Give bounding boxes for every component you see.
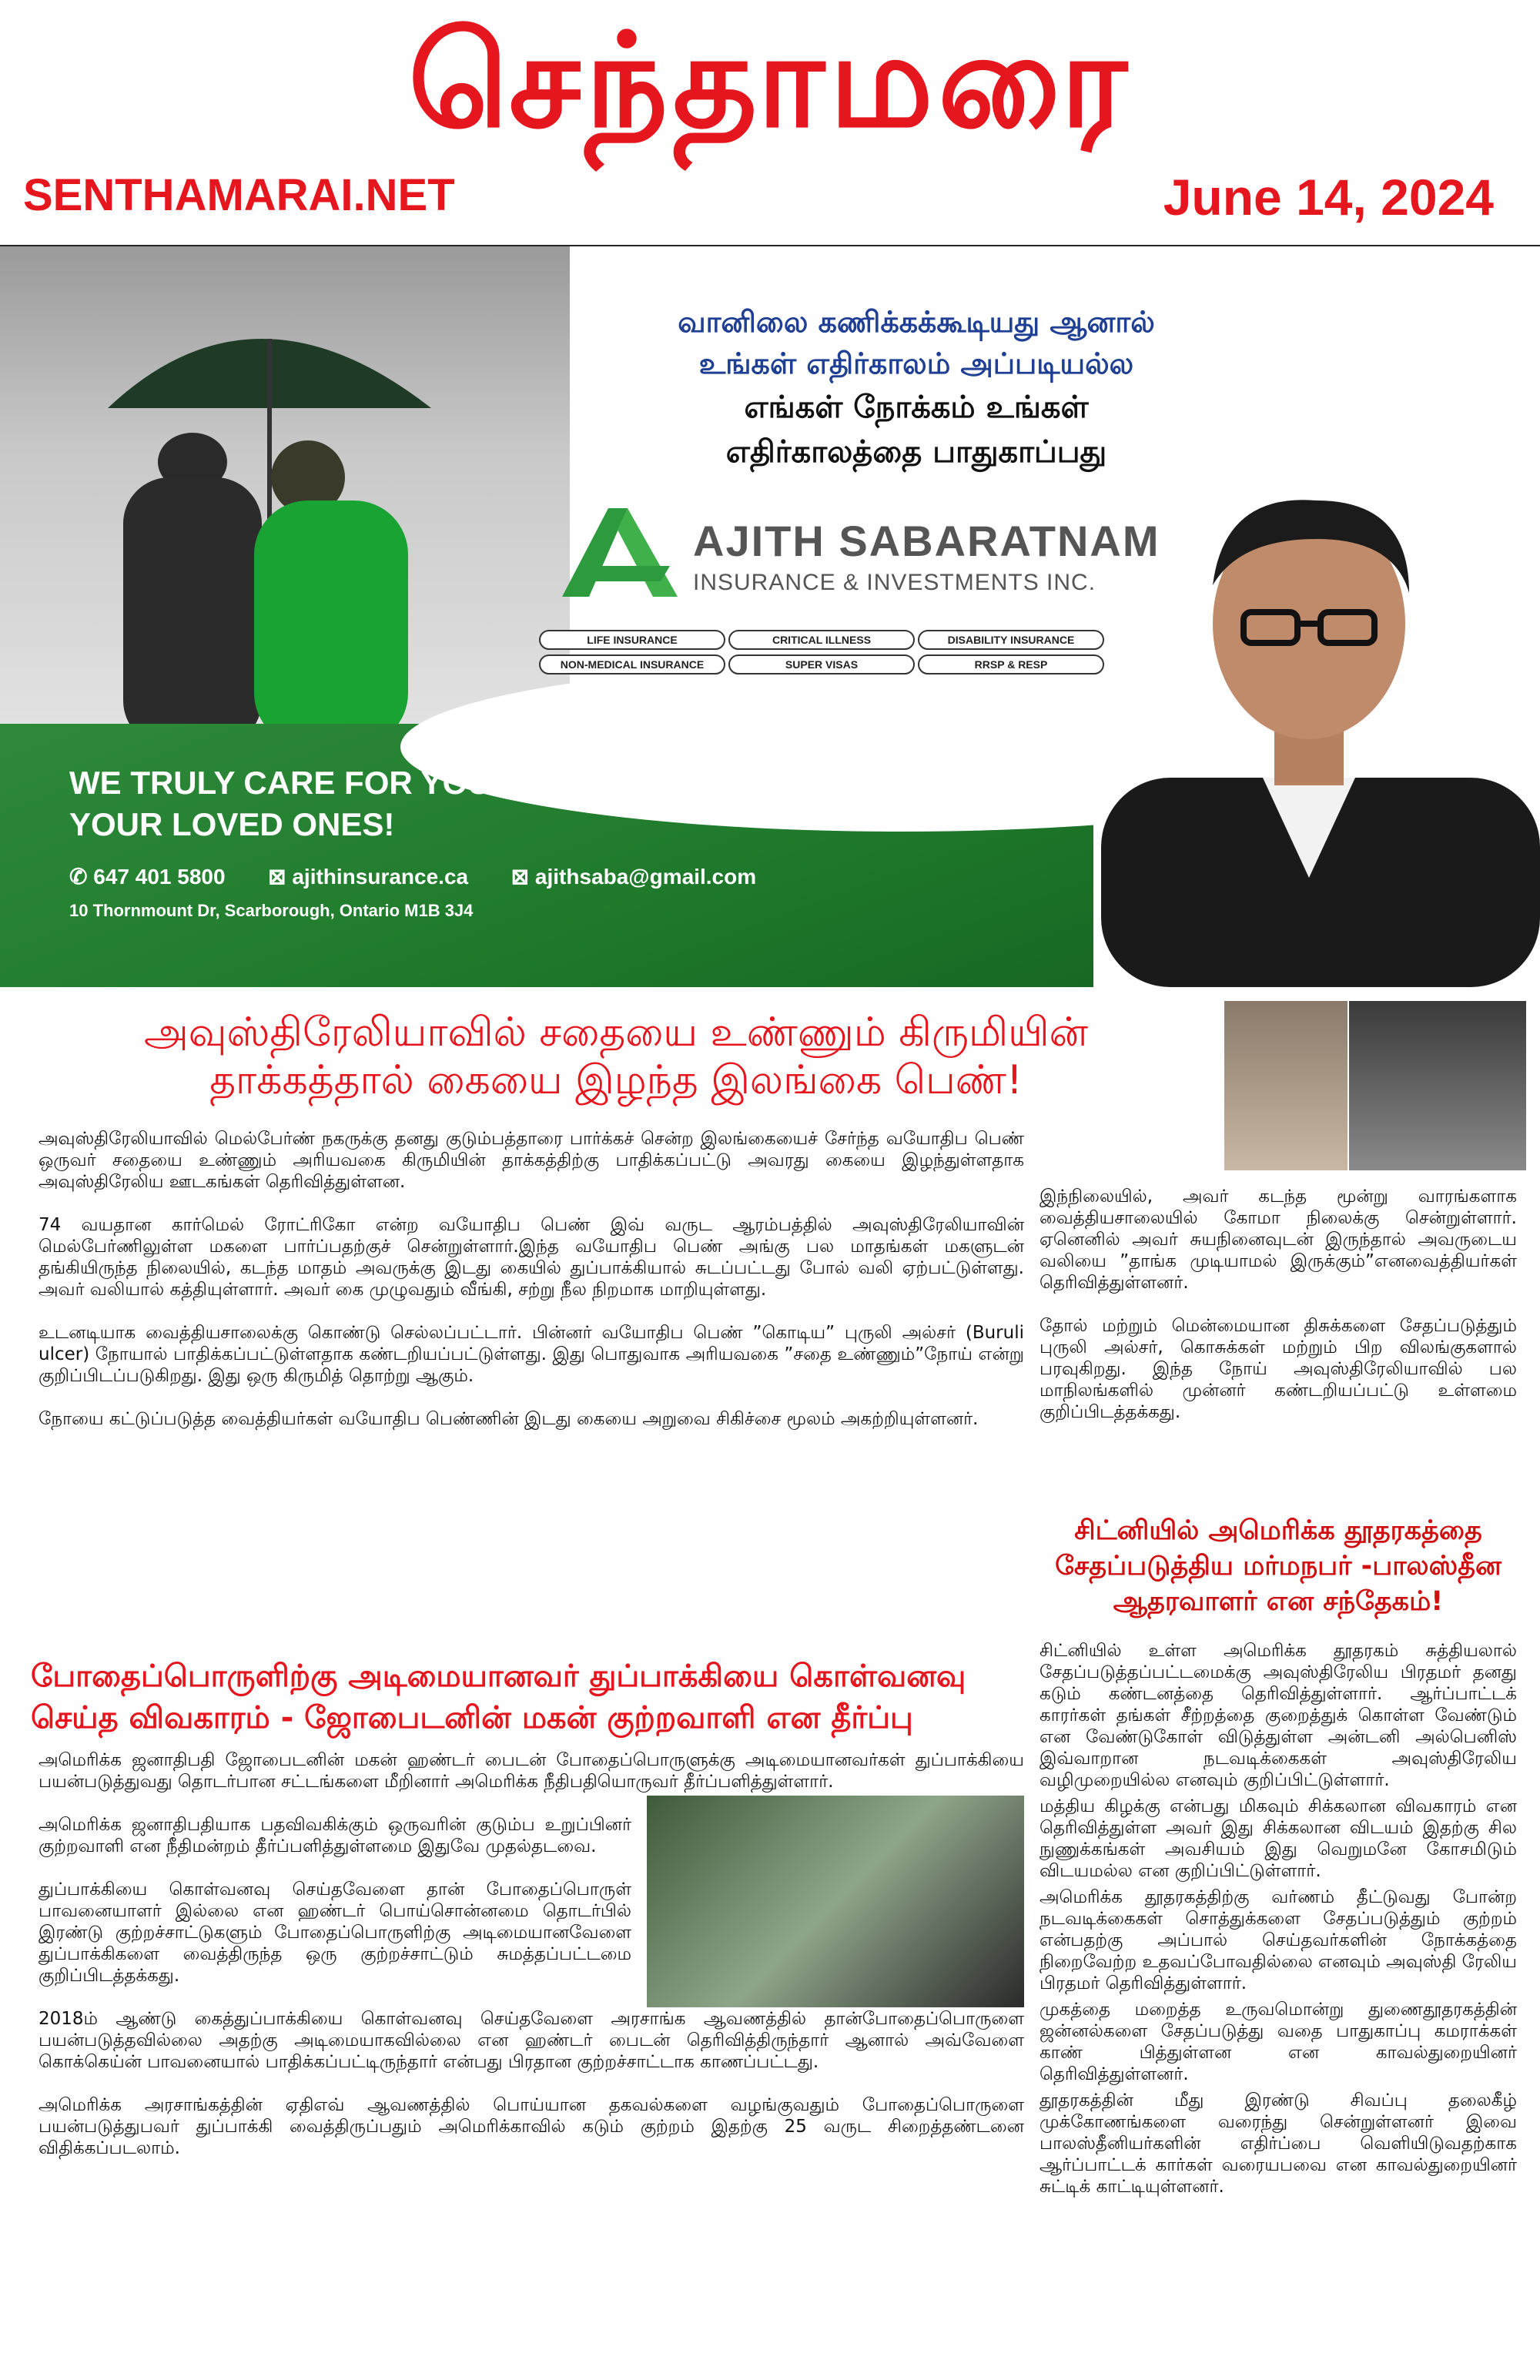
article1-paragraph: 74 வயதான கார்மெல் ரோட்ரிகோ என்ற வயோதிப பெண் இவ் வருட ஆரம்பத்தில் அவுஸ்திரேலியாவின் மெல்பேர்ணிலுள்ள மகளை பார்ப்பதற்குச் சென்றுள்ளார்.இந்த வயோதிப பெண் அங்கு பல மாதங்கள் மகளுடன் தங்கியிருந்த நிலையில், கடந்த மாதம் அவருக்கு இடது கையில் துப்பாக்கியால் சுடப்பட்டது போல் வலி ஏற்பட்டுள்ளது. அவர் வலியால் கத்தியுள்ளார். அவர் கை முழுவதும் வீங்கி, சற்று நீல நிறமாக மாறியுள்ளது. bbox=[38, 1215, 1024, 1300]
brand-subtitle: INSURANCE & INVESTMENTS INC. bbox=[693, 570, 1096, 595]
article2-paragraph: அமெரிக்க ஜனாதிபதி ஜோபைடனின் மகன் ஹண்டர் பைடன் போதைப்பொருளுக்கு அடிமையானவர்கள் துப்பாக்கியை பயன்படுத்துவது தொடர்பான சட்டங்களை மீறினார் அமெரிக்க நீதிபதியொருவர் தீர்ப்பளித்துள்ளார். bbox=[38, 1750, 1024, 1792]
couple-illustration bbox=[0, 246, 570, 747]
article2-headline[interactable] bbox=[31, 1655, 1024, 1739]
article1-continuation bbox=[1040, 1186, 1517, 1444]
ad-tamil-line-1: வானிலை கணிக்கக்கூடியது ஆனால் bbox=[678, 305, 1155, 339]
agent-portrait-photo bbox=[1070, 447, 1540, 987]
service-pill: DISABILITY INSURANCE bbox=[918, 630, 1104, 650]
article3-paragraph: தூதரகத்தின் மீது இரண்டு சிவப்பு தலைகீழ் முக்கோணங்களை வரைந்து சென்றுள்ளனர் இவை பாலஸ்தீனியர்களின் எதிர்ப்பை வெளியிடுவதற்காக ஆர்ப்பாட்டக் கார்கள் வரையபவை என காவல்துறையினர் சுட்டிக் காட்டியுள்ளனர். bbox=[1040, 2090, 1517, 2197]
ad-tamil-line-4: எதிர்காலத்தை பாதுகாப்பது bbox=[725, 434, 1107, 470]
article3-paragraph: சிட்னியில் உள்ள அமெரிக்க தூதரகம் சுத்தியலால் சேதப்படுத்தப்பட்டமைக்கு அவுஸ்திரேலிய பிரதமர் தனது கடும் கண்டனத்தை தெரிவித்துள்ளார். ஆர்ப்பாட்டக் காரர்கள் தங்கள் சீற்றத்தை குறைத்துக் கொள்ள வேண்டும் என வேண்டுகோள் விடுத்துள்ள அன்டனி அல்பெனிஸ் இவ்வாறான நடவடிக்கைகள் அவுஸ்திரேலிய வழிமுறையில்ல எனவும் குறிப்பிட்டுள்ளார். bbox=[1040, 1641, 1517, 1790]
service-pill: CRITICAL ILLNESS bbox=[728, 630, 915, 650]
article3-headline[interactable]: சிட்னியில் அமெரிக்க தூதரகத்தை சேதப்படுத்திய மர்மநபர் -பாலஸ்தீன ஆதரவாளர் என சந்தேகம்! bbox=[1055, 1515, 1502, 1617]
article2-paragraph: துப்பாக்கியை கொள்வனவு செய்தவேளை தான் போதைப்பொருள் பாவனையாளர் இல்லை என ஹண்டர் பொய்சொன்னமை தொடர்பில் இரண்டு குற்றச்சாட்டுகளும் போதைப்பொருளிற்கு அடிமையானவேளை துப்பாக்கிகளை வைத்திருந்த ஒரு குற்றச்சாட்டும் சுமத்தப்பட்டமை குறிப்பிடத்தக்கது. bbox=[38, 1880, 631, 1986]
woman-family-photo bbox=[1224, 1001, 1348, 1170]
service-pill: SUPER VISAS bbox=[728, 654, 915, 675]
article1-paragraph: நோயை கட்டுப்படுத்த வைத்தியர்கள் வயோதிப பெண்ணின் இடது கையை அறுவை சிகிச்சை மூலம் அகற்றியுள்ளனர். bbox=[38, 1409, 979, 1429]
issue-date: June 14, 2024 bbox=[1163, 169, 1494, 226]
insurance-advertisement[interactable] bbox=[0, 246, 1540, 987]
masthead bbox=[0, 0, 1540, 247]
article1-body bbox=[38, 1128, 1024, 1451]
ad-tamil-line-2: உங்கள் எதிர்காலம் அப்படியல்ல bbox=[698, 346, 1134, 380]
company-logo-icon bbox=[554, 500, 685, 601]
article1-headline-line-2: தாக்கத்தால் கையை இழந்த இலங்கை பெண்! bbox=[209, 1057, 1023, 1103]
umbrella-couple-photo bbox=[0, 246, 570, 747]
article2-paragraph: அமெரிக்க ஜனாதிபதியாக பதவிவகிக்கும் ஒருவரின் குடும்ப உறுப்பினர் குற்றவாளி என நீதிமன்றம் தீர்ப்பளித்துள்ளமை இதுவே முதல்தடவை. bbox=[38, 1815, 631, 1856]
article2-headline-line-2: செய்த விவகாரம் - ஜோபைடனின் மகன் குற்றவாளி என தீர்ப்பு bbox=[31, 1700, 913, 1736]
ad-tagline bbox=[69, 762, 524, 845]
article3-paragraph: முகத்தை மறைத்த உருவமொன்று துணைதூதரகத்தின் ஜன்னல்களை சேதப்படுத்து வதை பாதுகாப்பு கமராக்கள் காண் பித்துள்ளன என காவல்துறையினர் தெரிவித்துள்ளனர். bbox=[1040, 2000, 1517, 2084]
ad-contact-row bbox=[69, 864, 756, 889]
services-list bbox=[539, 630, 1140, 679]
article2-paragraph: 2018ம் ஆண்டு கைத்துப்பாக்கியை கொள்வனவு செய்தவேளை அரசாங்க ஆவணத்தில் தான்போதைப்பொருளை பயன்படுத்தவில்லை அதற்கு அடிமையாகவில்லை என ஹண்டர் பைடன் தெரிவித்திருந்தார் ஆனால் அவ்வேளை கொக்கெய்ன் பாவனையால் பாதிக்கப்பட்டிருந்தார் என்பது பிரதான குற்றச்சாட்டாக காணப்பட்டது. bbox=[38, 2009, 1024, 2072]
article1-headline[interactable] bbox=[15, 1009, 1217, 1104]
service-pill: LIFE INSURANCE bbox=[539, 630, 725, 650]
ad-tamil-line-3: எங்கள் நோக்கம் உங்கள் bbox=[744, 390, 1089, 425]
article1-paragraph: இந்நிலையில், அவர் கடந்த மூன்று வாரங்களாக வைத்தியசாலையில் கோமா நிலைக்கு சென்றுள்ளார். ஏனெனில் அவர் சுயநினைவுடன் இருந்தால் அவருடைய வலியை ”தாங்க முடியாமல் இருக்கும்”எனவைத்தியர்கள் தெரிவித்துள்ளனர். bbox=[1040, 1187, 1517, 1293]
phone-number[interactable]: 647 401 5800 bbox=[93, 865, 226, 889]
service-pill: RRSP & RESP bbox=[918, 654, 1104, 675]
article2-paragraph: அமெரிக்க அரசாங்கத்தின் ஏதிஎவ் ஆவணத்தில் பொய்யான தகவல்களை வழங்குவதும் போதைப்பொருளை பயன்படுத்துபவர் துப்பாக்கி வைத்திருப்பதும் அமெரிக்காவில் கடும் குற்றம் இதற்கு 25 வருட சிறைத்தண்டனை விதிக்கப்படலாம். bbox=[38, 2095, 1024, 2158]
article1-headline-line-1: அவுஸ்திரேலியாவில் சதையை உண்ணும் கிருமியின் bbox=[143, 1009, 1089, 1056]
site-url[interactable]: SENTHAMARAI.NET bbox=[23, 170, 455, 220]
brand-name: AJITH SABARATNAM bbox=[693, 517, 1160, 565]
newspaper-title: செந்தாமரை bbox=[408, 5, 1132, 156]
ad-address: 10 Thornmount Dr, Scarborough, Ontario M1B 3J4 bbox=[69, 901, 474, 920]
website-link[interactable]: ajithinsurance.ca bbox=[292, 865, 469, 889]
ad-tagline-line-2: YOUR LOVED ONES! bbox=[69, 806, 395, 842]
article3-paragraph: மத்திய கிழக்கு என்பது மிகவும் சிக்கலான விவகாரம் என தெரிவித்துள்ள அவர் இது சிக்கலான விடயம் இதற்கு சில நுணுக்கங்கள் அவசியம் இது வெறுமனே கோசமிடும் விடயமல்ல என குறிப்பிட்டுள்ளார். bbox=[1040, 1796, 1517, 1881]
article3-paragraph: அமெரிக்க தூதரகத்திற்கு வர்ணம் தீட்டுவது போன்ற நடவடிக்கைகள் சொத்துக்களை சேதப்படுத்தும் குற்றம் என்பதற்கு அப்பால் செய்தவர்களின் நோக்கத்தை நிறைவேற்ற உதவப்போவதில்லை எனவும் அவுஸ்தி ரேலிய பிரதமர் தெரிவித்துள்ளார். bbox=[1040, 1887, 1517, 1993]
web-icon: ⊠ bbox=[268, 865, 286, 889]
article3-body bbox=[1040, 1640, 1517, 2202]
ad-tagline-line-1: WE TRULY CARE FOR YOU & bbox=[69, 765, 524, 801]
phone-icon: ✆ bbox=[69, 865, 88, 889]
article1-paragraph: உடனடியாக வைத்தியசாலைக்கு கொண்டு செல்லப்பட்டார். பின்னர் வயோதிப பெண் ”கொடிய” புருலி அல்சர் (Buruli ulcer) நோயால் பாதிக்கப்பட்டுள்ளதாக கண்டறியப்பட்டுள்ளது. இது பொதுவாக அரியவகை ”சதை உண்ணும்”நோய் என்று குறிப்பிடப்படுகிறது. இது ஒரு கிருமித் தொற்று ஆகும். bbox=[38, 1323, 1024, 1386]
email-link[interactable]: ajithsaba@gmail.com bbox=[534, 865, 757, 889]
mail-icon: ⊠ bbox=[511, 865, 530, 889]
article1-paragraph: அவுஸ்திரேலியாவில் மெல்பேர்ண் நகருக்கு தனது குடும்பத்தாரை பார்க்கச் சென்ற இலங்கையைச் சேர்ந்த வயோதிப பெண் ஒருவர் சதையை உண்ணும் அரியவகை கிருமியின் தாக்கத்திற்கு பாதிக்கப்பட்டு அவரது கையை இழந்துள்ளதாக அவுஸ்திரேலிய ஊடகங்கள் தெரிவித்துள்ளன. bbox=[38, 1129, 1024, 1192]
article2-wrap-column bbox=[38, 1814, 631, 1987]
article2-body bbox=[38, 1749, 1024, 2181]
article2-headline-line-1: போதைப்பொருளிற்கு அடிமையானவர் துப்பாக்கியை கொள்வனவு bbox=[31, 1659, 966, 1694]
service-pill: NON-MEDICAL INSURANCE bbox=[539, 654, 725, 675]
article1-paragraph: தோல் மற்றும் மென்மையான திசுக்களை சேதப்படுத்தும் புருலி அல்சர், கொசுக்கள் மற்றும் பிற விலங்குகளால் பரவுகிறது. இந்த நோய் அவுஸ்திரேலியாவில் பல மாநிலங்களில் முன்னர் கண்டறியப்பட்டு உள்ளமை குறிப்பிடத்தக்கது. bbox=[1040, 1316, 1517, 1422]
hunter-biden-photo bbox=[647, 1796, 1024, 2007]
hospital-patient-photo bbox=[1349, 1001, 1526, 1170]
